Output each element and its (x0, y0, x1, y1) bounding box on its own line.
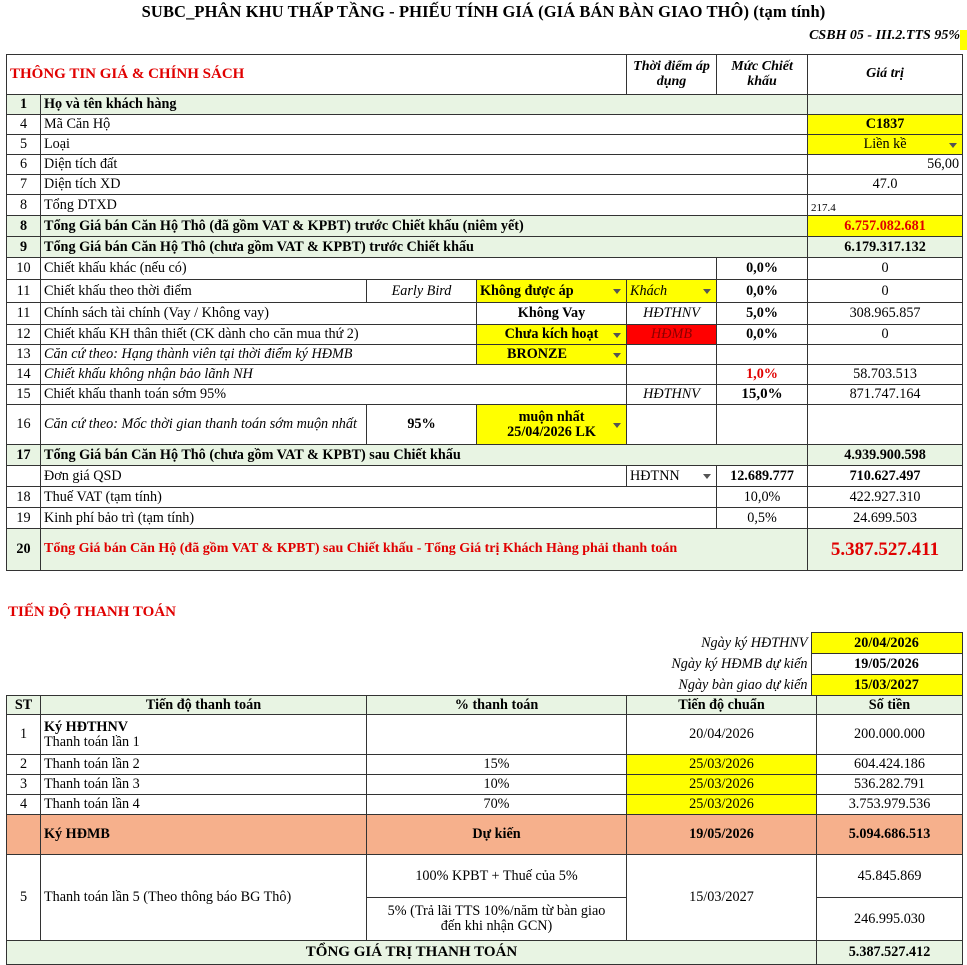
table-row: 11 Chiết khấu theo thời điểm Early Bird Không được áp Khách 0,0% 0 (7, 280, 963, 303)
table-row: 16 Căn cứ theo: Mốc thời gian thanh toán sớm muộn nhất 95% muộn nhất 25/04/2026 LK (7, 405, 963, 445)
policy-code: CSBH 05 - III.2.TTS 95% (809, 28, 960, 43)
col-header-discount: Mức Chiết khấu (717, 55, 808, 95)
schedule-total-value: 5.387.527.412 (817, 941, 963, 965)
table-row: 8 Tổng Giá bán Căn Hộ Thô (đã gồm VAT & KPBT) trước Chiết khấu (niêm yết) 6.757.082.681 (7, 216, 963, 237)
type-dropdown[interactable]: Liền kề (808, 135, 963, 155)
table-row-total: 20 Tổng Giá bán Căn Hộ (đã gồm VAT & KPBT) sau Chiết khấu - Tổng Giá trị Khách Hàng phải thanh toán 5.387.527.411 (7, 529, 963, 571)
table-row: 17 Tổng Giá bán Căn Hộ Thô (chưa gồm VAT & KPBT) sau Chiết khấu 4.939.900.598 (7, 445, 963, 466)
apartment-code-cell[interactable]: C1837 (808, 115, 963, 135)
grand-total-value: 5.387.527.411 (808, 529, 963, 571)
table-row-hdmb: Ký HĐMB Dự kiến 19/05/2026 5.094.686.513 (7, 815, 963, 855)
price-table (6, 54, 963, 571)
table-row-total: TỔNG GIÁ TRỊ THANH TOÁN 5.387.527.412 (7, 941, 963, 965)
table-row: 3 Thanh toán lần 3 10% 25/03/2026 536.282.791 (7, 775, 963, 795)
table-row: 10 Chiết khấu khác (nếu có) 0,0% 0 (7, 258, 963, 280)
schedule-table: ST Tiến độ thanh toán % thanh toán Tiến độ chuẩn Số tiền 1 Ký HĐTHNV Thanh toán lần 1 20/04/2026 200.000.000 2 Thanh toán lần 2 15% 25/03/2026 604.424.186 3 Thanh toán lần 3 10% 25/03/2026 536.282.791 4 Thanh toán lần 4 70% 25/03/2026 3.753.979.536 Ký HĐMB Dự kiến 19/05/2026 5.094.686.513 5 Thanh toán lần 5 (Theo thông báo BG Thô) 100% KPBT + Thuế của 5% 15/03/2027 45.845.869 5% (Trả lãi TTS 10%/năm từ bàn giao đến khi nhận GCN) 246.995.030 TỔNG GIÁ TRỊ THANH TOÁN 5.387.527.412 (6, 695, 963, 965)
membership-dropdown[interactable]: BRONZE (477, 345, 627, 365)
table-row: 12 Chiết khấu KH thân thiết (CK dành cho căn mua thứ 2) Chưa kích hoạt HĐMB 0,0% 0 (7, 325, 963, 345)
table-row: 2 Thanh toán lần 2 15% 25/03/2026 604.424.186 (7, 755, 963, 775)
contract-type-dropdown[interactable]: HĐTNN (627, 466, 717, 487)
table-row: 5 Thanh toán lần 5 (Theo thông báo BG Thô) 100% KPBT + Thuế của 5% 15/03/2027 45.845.869 (7, 855, 963, 898)
table-row: 15 Chiết khấu thanh toán sớm 95% HĐTHNV 15,0% 871.747.164 (7, 385, 963, 405)
table-row: 13 Căn cứ theo: Hạng thành viên tại thời điểm ký HĐMB BRONZE (7, 345, 963, 365)
table-row: 6 Diện tích đất 56,00 (7, 155, 963, 175)
cell-fill (960, 30, 967, 50)
table-row: 1 Ký HĐTHNV Thanh toán lần 1 20/04/2026 200.000.000 (7, 715, 963, 755)
table-row: 8 Tổng DTXD 217.4 (7, 195, 963, 216)
table-row: 4 Thanh toán lần 4 70% 25/03/2026 3.753.979.536 (7, 795, 963, 815)
loyalty-dropdown[interactable]: Chưa kích hoạt (477, 325, 627, 345)
deadline-dropdown[interactable]: muộn nhất 25/04/2026 LK (477, 405, 627, 445)
page-title: SUBC_PHÂN KHU THẤP TẦNG - PHIẾU TÍNH GIÁ (GIÁ BÁN BÀN GIAO THÔ) (tạm tính) (141, 2, 826, 21)
table-row: 18 Thuế VAT (tạm tính) 10,0% 422.927.310 (7, 487, 963, 508)
table-row: Đơn giá QSD HĐTNN 12.689.777 710.627.497 (7, 466, 963, 487)
table-row: 19 Kinh phí bảo trì (tạm tính) 0,5% 24.699.503 (7, 508, 963, 529)
table-row: 5% (Trả lãi TTS 10%/năm từ bàn giao đến khi nhận GCN) 246.995.030 (7, 898, 963, 941)
table-row: 9 Tổng Giá bán Căn Hộ Thô (chưa gồm VAT & KPBT) trước Chiết khấu 6.179.317.132 (7, 237, 963, 258)
section-title-price: THÔNG TIN GIÁ & CHÍNH SÁCH (7, 55, 627, 95)
table-row: 4 Mã Căn Hộ C1837 (7, 115, 963, 135)
table-row: 7 Diện tích XD 47.0 (7, 175, 963, 195)
section-title-schedule: TIẾN ĐỘ THANH TOÁN (8, 604, 176, 620)
table-row: 14 Chiết khấu không nhận bảo lãnh NH 1,0% 58.703.513 (7, 365, 963, 385)
table-row: 1 Họ và tên khách hàng (7, 95, 963, 115)
table-row: 5 Loại Liền kề (7, 135, 963, 155)
early-bird-dropdown[interactable]: Không được áp (477, 280, 627, 303)
schedule-dates: Ngày ký HĐTHNV 20/04/2026 Ngày ký HĐMB dự kiến 19/05/2026 Ngày bàn giao dự kiến 15/03/2027 (604, 632, 963, 696)
col-header-value: Giá trị (808, 55, 963, 95)
loan-option-cell[interactable]: Không Vay (477, 303, 627, 325)
table-row: 11 Chính sách tài chính (Vay / Không vay) Không Vay HĐTHNV 5,0% 308.965.857 (7, 303, 963, 325)
apply-to-dropdown[interactable]: Khách (627, 280, 717, 303)
col-header-time: Thời điểm áp dụng (627, 55, 717, 95)
